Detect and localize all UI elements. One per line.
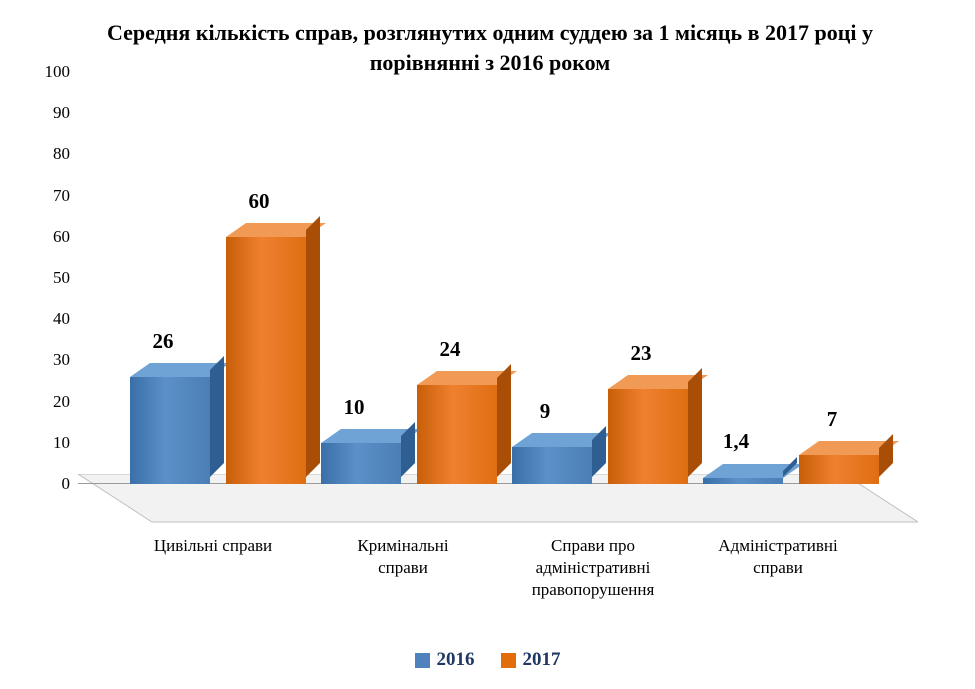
bar-2017-administrative[interactable] — [799, 455, 879, 484]
value-label-2016-criminal: 10 — [343, 395, 365, 419]
legend-label: 2017 — [522, 649, 561, 670]
bar-2017-admin-offences[interactable] — [608, 389, 688, 484]
y-tick-0: 0 — [61, 474, 70, 493]
bar-2016-admin-offences[interactable] — [512, 447, 592, 484]
x-label-line: Кримінальні — [357, 536, 449, 555]
bar-side — [688, 368, 702, 477]
legend-item-2017[interactable] — [501, 649, 561, 671]
x-label-line: Справи про — [551, 536, 635, 555]
bar-side — [210, 356, 224, 477]
chart-title: Середня кількість справ, розглянутих одним суддею за 1 місяць в 2017 році у порівнянні з 2016 роком — [106, 20, 874, 75]
bar-front — [321, 443, 401, 484]
y-tick-90: 90 — [53, 103, 70, 123]
y-tick-20: 20 — [53, 391, 70, 411]
bar-front — [799, 455, 879, 484]
value-label-2016-admin-offences: 9 — [539, 399, 551, 423]
bar-2017-criminal[interactable] — [417, 385, 497, 484]
legend-swatch-icon — [501, 653, 516, 668]
bar-front — [130, 377, 210, 484]
y-tick-70: 70 — [53, 185, 70, 205]
x-label-line: правопорушення — [531, 580, 655, 600]
bar-2017-civil[interactable] — [226, 237, 306, 484]
value-label-2016-civil: 26 — [152, 329, 174, 353]
value-label-2016-administrative: 1,4 — [722, 429, 750, 453]
x-label-line: адміністративні — [535, 558, 651, 578]
y-tick-30: 30 — [53, 350, 70, 370]
bars-layer — [78, 72, 918, 484]
value-label-2017-administrative: 7 — [826, 407, 838, 431]
chart-legend — [0, 649, 975, 671]
y-tick-40: 40 — [53, 309, 70, 329]
x-label-line: Адміністративні — [718, 536, 838, 555]
legend-item-2016[interactable] — [415, 649, 475, 671]
x-label-administrative — [663, 535, 893, 579]
value-label-2017-admin-offences: 23 — [630, 341, 652, 365]
bar-front — [226, 237, 306, 484]
x-label-line: Цивільні справи — [153, 536, 273, 555]
bar-front — [417, 385, 497, 484]
plot-area — [44, 62, 918, 522]
bar-front — [703, 478, 783, 484]
bar-2016-administrative[interactable] — [703, 478, 783, 484]
legend-swatch-icon — [415, 653, 430, 668]
value-label-2017-criminal: 24 — [439, 337, 461, 361]
bar-front — [608, 389, 688, 484]
y-tick-60: 60 — [53, 226, 70, 246]
bar-2016-criminal[interactable] — [321, 443, 401, 484]
bar-side — [306, 216, 320, 477]
bar-front — [512, 447, 592, 484]
x-label-line: справи — [753, 558, 803, 578]
y-tick-100: 100 — [44, 62, 70, 81]
y-tick-50: 50 — [53, 268, 70, 287]
y-tick-80: 80 — [53, 144, 70, 164]
bar-2016-civil[interactable] — [130, 377, 210, 484]
y-tick-10: 10 — [53, 432, 70, 452]
legend-label: 2016 — [436, 649, 475, 670]
x-label-line: справи — [378, 558, 428, 578]
value-label-2017-civil: 60 — [248, 189, 270, 213]
